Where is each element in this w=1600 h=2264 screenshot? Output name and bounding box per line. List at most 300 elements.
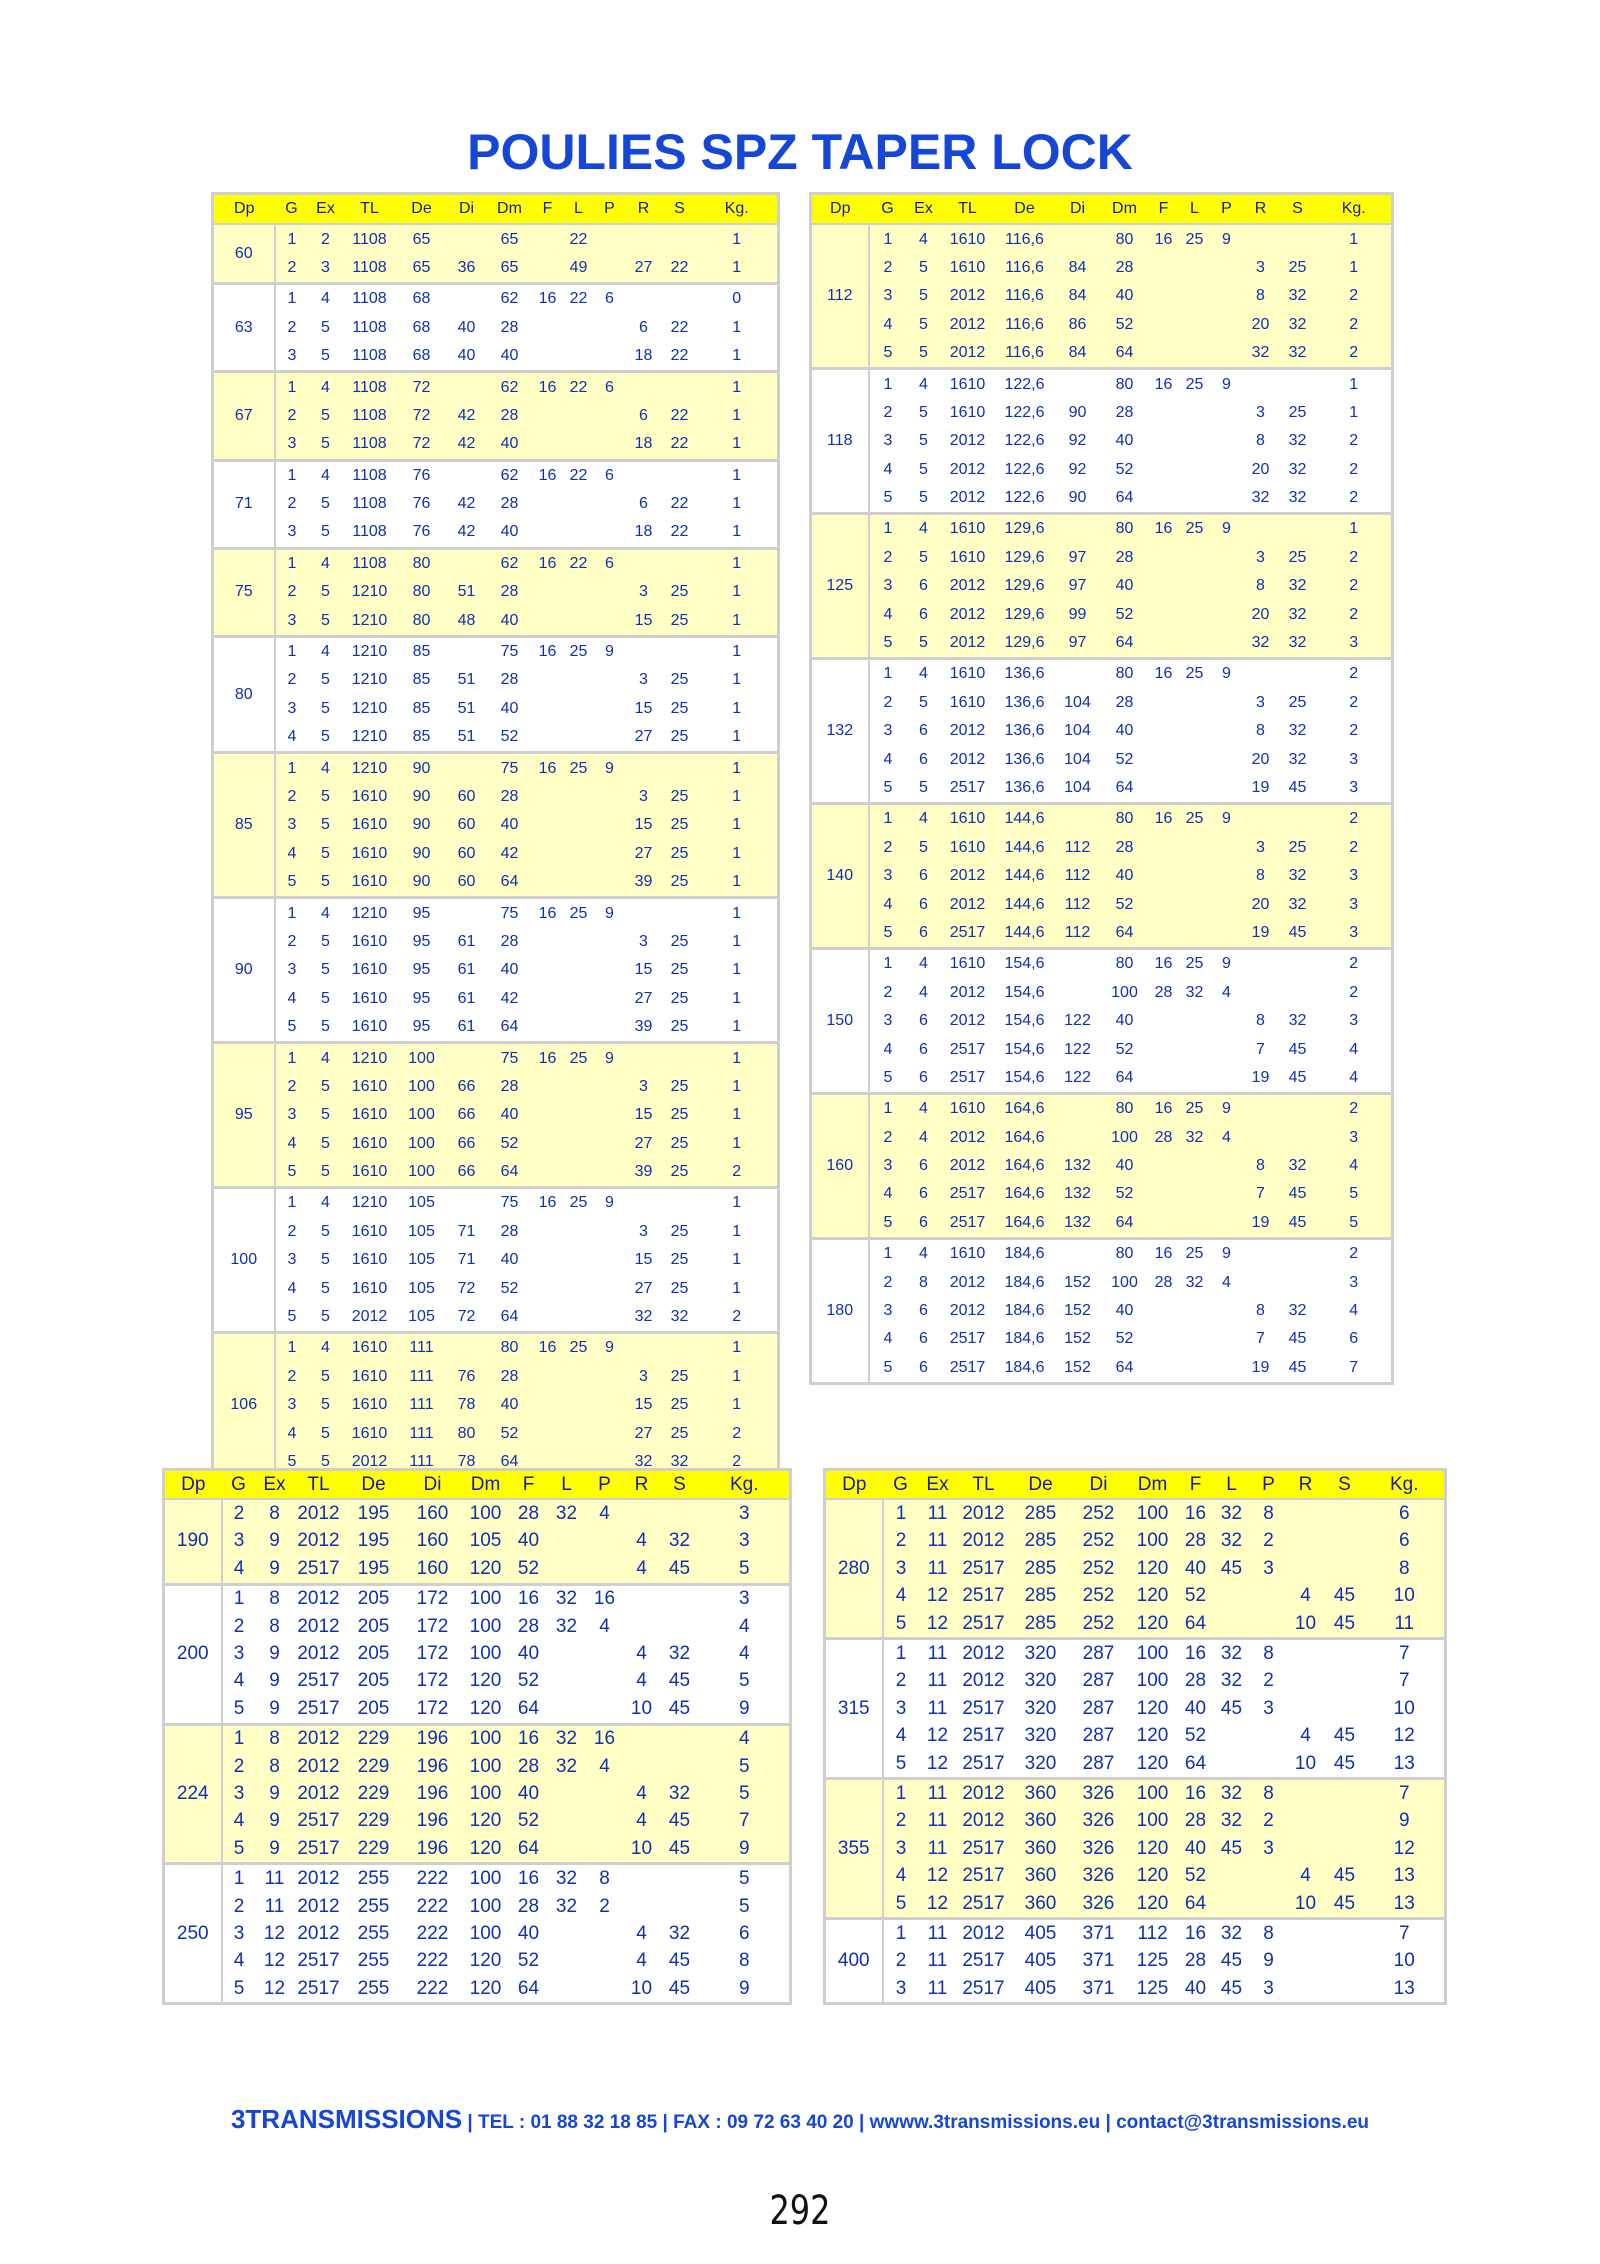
cell-r: 4 — [1287, 1723, 1325, 1750]
cell-l — [563, 666, 595, 694]
cell-f: 28 — [1179, 1668, 1213, 1695]
cell-ex: 5 — [309, 1246, 343, 1274]
cell-f: 52 — [510, 1555, 548, 1584]
cell-g: 5 — [275, 1013, 309, 1043]
cell-di: 42 — [447, 430, 487, 460]
cell-ex: 5 — [907, 311, 941, 339]
cell-kg: 6 — [700, 1920, 791, 1947]
cell-f: 16 — [533, 898, 563, 928]
cell-dm: 52 — [1101, 890, 1149, 918]
cell-dm: 80 — [487, 1333, 533, 1363]
cell-f: 28 — [1179, 1808, 1213, 1835]
cell-r: 3 — [1243, 689, 1279, 717]
cell-f: 16 — [533, 753, 563, 783]
cell-di: 222 — [404, 1920, 462, 1947]
cell-dm: 120 — [1127, 1583, 1179, 1610]
cell-kg: 1 — [697, 1130, 779, 1158]
cell-r: 19 — [1243, 1354, 1279, 1384]
cell-tl: 2012 — [957, 1499, 1011, 1527]
cell-s — [1325, 1975, 1365, 2004]
cell-l — [563, 956, 595, 984]
cell-r: 8 — [1243, 282, 1279, 310]
cell-di: 90 — [1055, 399, 1101, 427]
cell-dm: 100 — [1127, 1808, 1179, 1835]
cell-p — [595, 490, 625, 518]
cell-tl: 2517 — [957, 1975, 1011, 2004]
table-row — [811, 774, 1393, 804]
cell-g: 4 — [275, 840, 309, 868]
cell-ex: 4 — [907, 514, 941, 544]
cell-ex: 5 — [907, 456, 941, 484]
cell-p — [1211, 484, 1243, 514]
cell-s — [663, 1188, 697, 1218]
table-row — [164, 1584, 791, 1613]
cell-tl: 2517 — [941, 1209, 995, 1239]
table-row — [825, 1610, 1446, 1639]
cell-r: 4 — [624, 1808, 660, 1835]
cell-tl: 2012 — [957, 1779, 1011, 1808]
cell-ex: 12 — [256, 1975, 294, 2004]
cell-tl: 1610 — [941, 224, 995, 253]
cell-kg: 1 — [697, 224, 779, 253]
cell-r: 20 — [1243, 311, 1279, 339]
cell-f: 28 — [510, 1893, 548, 1920]
cell-kg: 9 — [700, 1695, 791, 1724]
cell-dm: 80 — [1101, 1094, 1149, 1124]
cell-de: 95 — [397, 956, 447, 984]
cell-s: 25 — [1279, 544, 1317, 572]
cell-l — [1213, 1862, 1251, 1889]
cell-tl: 2012 — [941, 427, 995, 455]
header-s: S — [1279, 194, 1317, 225]
cell-g: 2 — [869, 544, 907, 572]
cell-de: 129,6 — [995, 514, 1055, 544]
cell-l — [1179, 1035, 1211, 1063]
cell-r: 3 — [625, 578, 663, 606]
cell-kg: 12 — [1365, 1723, 1446, 1750]
cell-p — [1251, 1750, 1287, 1779]
cell-l — [563, 606, 595, 636]
cell-dm: 120 — [462, 1668, 510, 1695]
cell-di — [447, 753, 487, 783]
cell-ex: 6 — [907, 1180, 941, 1208]
cell-ex: 11 — [919, 1668, 957, 1695]
cell-g: 1 — [883, 1639, 919, 1668]
cell-dm: 100 — [462, 1640, 510, 1667]
cell-kg: 1 — [1317, 254, 1393, 282]
cell-g: 3 — [275, 1246, 309, 1274]
table-row — [164, 1499, 791, 1527]
table-row — [213, 1013, 779, 1043]
table-row — [811, 224, 1393, 253]
cell-kg: 2 — [1317, 572, 1393, 600]
cell-g: 4 — [222, 1808, 256, 1835]
cell-p — [595, 314, 625, 342]
cell-r: 8 — [1243, 1152, 1279, 1180]
cell-g: 2 — [275, 666, 309, 694]
cell-l: 32 — [1213, 1639, 1251, 1668]
cell-f — [533, 1130, 563, 1158]
cell-l: 49 — [563, 254, 595, 284]
pitch-diameter-cell: 112 — [811, 224, 869, 368]
table-row — [213, 985, 779, 1013]
cell-ex: 5 — [309, 723, 343, 753]
cell-l — [563, 868, 595, 898]
pitch-diameter-cell: 140 — [811, 804, 869, 949]
cell-f — [1149, 572, 1179, 600]
cell-kg: 1 — [697, 1073, 779, 1101]
cell-dm: 62 — [487, 284, 533, 314]
cell-de: 76 — [397, 460, 447, 490]
cell-l: 45 — [1213, 1975, 1251, 2004]
cell-s: 25 — [663, 695, 697, 723]
cell-de: 285 — [1011, 1528, 1071, 1555]
cell-de: 184,6 — [995, 1325, 1055, 1353]
cell-p — [595, 1274, 625, 1302]
cell-g: 1 — [869, 659, 907, 689]
cell-g: 3 — [883, 1555, 919, 1582]
cell-ex: 12 — [919, 1890, 957, 1919]
cell-tl: 1610 — [941, 1239, 995, 1269]
header-r: R — [625, 194, 663, 225]
cell-ex: 6 — [907, 1354, 941, 1384]
cell-s: 32 — [1279, 282, 1317, 310]
header-dp: Dp — [825, 1470, 883, 1500]
cell-tl: 1610 — [941, 659, 995, 689]
cell-s: 32 — [1279, 311, 1317, 339]
cell-tl: 1610 — [343, 1419, 397, 1447]
cell-p: 6 — [595, 372, 625, 402]
cell-p — [595, 985, 625, 1013]
cell-tl: 2517 — [294, 1948, 344, 1975]
cell-kg: 9 — [700, 1975, 791, 2004]
cell-r: 3 — [625, 1073, 663, 1101]
cell-de: 95 — [397, 898, 447, 928]
cell-f: 40 — [510, 1528, 548, 1555]
cell-de: 320 — [1011, 1723, 1071, 1750]
cell-kg: 1 — [697, 1101, 779, 1129]
cell-kg: 4 — [700, 1724, 791, 1753]
cell-ex: 5 — [907, 484, 941, 514]
cell-ex: 12 — [919, 1723, 957, 1750]
header-tl: TL — [941, 194, 995, 225]
cell-di: 252 — [1071, 1528, 1127, 1555]
cell-f — [533, 1363, 563, 1391]
cell-ex: 5 — [309, 1274, 343, 1302]
cell-ex: 8 — [256, 1584, 294, 1613]
cell-g: 3 — [275, 811, 309, 839]
cell-l — [563, 1158, 595, 1188]
header-di: Di — [447, 194, 487, 225]
cell-s: 32 — [663, 1448, 697, 1478]
cell-kg: 1 — [697, 956, 779, 984]
header-ex: Ex — [256, 1470, 294, 1500]
cell-l — [1179, 745, 1211, 773]
cell-l — [563, 1419, 595, 1447]
table-row — [811, 804, 1393, 834]
cell-dm: 40 — [487, 695, 533, 723]
cell-r: 3 — [1243, 834, 1279, 862]
cell-dm: 52 — [1101, 1035, 1149, 1063]
cell-p — [1211, 254, 1243, 282]
cell-s — [663, 224, 697, 253]
cell-f: 64 — [1179, 1890, 1213, 1919]
cell-r — [624, 1499, 660, 1527]
cell-dm: 100 — [462, 1613, 510, 1640]
cell-r — [1243, 369, 1279, 399]
cell-l: 45 — [1213, 1948, 1251, 1975]
cell-kg: 1 — [697, 314, 779, 342]
cell-r: 32 — [1243, 339, 1279, 369]
table-row — [811, 484, 1393, 514]
cell-ex: 4 — [309, 372, 343, 402]
cell-tl: 1108 — [343, 430, 397, 460]
cell-l — [563, 723, 595, 753]
cell-ex: 5 — [907, 774, 941, 804]
cell-kg: 7 — [1365, 1779, 1446, 1808]
cell-g: 1 — [275, 1188, 309, 1218]
cell-r: 3 — [1243, 399, 1279, 427]
cell-r: 27 — [625, 840, 663, 868]
cell-f — [533, 518, 563, 548]
header-f: F — [1179, 1470, 1213, 1500]
cell-g: 5 — [869, 1209, 907, 1239]
cell-p — [595, 1391, 625, 1419]
cell-f: 16 — [1179, 1639, 1213, 1668]
cell-r — [1243, 1239, 1279, 1269]
cell-g: 2 — [275, 928, 309, 956]
cell-s: 32 — [663, 1303, 697, 1333]
cell-di — [447, 224, 487, 253]
cell-tl: 1210 — [343, 606, 397, 636]
cell-kg: 2 — [1317, 484, 1393, 514]
cell-l — [1213, 1723, 1251, 1750]
cell-tl: 2517 — [957, 1723, 1011, 1750]
cell-r — [1287, 1975, 1325, 2004]
cell-tl: 2012 — [941, 745, 995, 773]
cell-p — [595, 1158, 625, 1188]
cell-tl: 2517 — [957, 1750, 1011, 1779]
cell-dm: 120 — [1127, 1723, 1179, 1750]
separator: | — [662, 2112, 668, 2133]
cell-ex: 11 — [919, 1528, 957, 1555]
cell-ex: 11 — [919, 1808, 957, 1835]
cell-p — [1211, 1035, 1243, 1063]
cell-ex: 5 — [907, 544, 941, 572]
header-kg: Kg. — [1317, 194, 1393, 225]
cell-p: 6 — [595, 548, 625, 578]
cell-g: 2 — [275, 254, 309, 284]
table-row — [811, 399, 1393, 427]
cell-p: 6 — [595, 460, 625, 490]
cell-ex: 9 — [256, 1668, 294, 1695]
cell-g: 5 — [869, 1064, 907, 1094]
cell-tl: 1610 — [343, 840, 397, 868]
cell-r: 7 — [1243, 1180, 1279, 1208]
cell-r — [1287, 1499, 1325, 1527]
cell-g: 3 — [275, 342, 309, 372]
cell-r: 10 — [1287, 1750, 1325, 1779]
cell-r — [624, 1584, 660, 1613]
cell-p — [595, 666, 625, 694]
cell-l: 32 — [548, 1864, 586, 1893]
cell-dm: 40 — [487, 606, 533, 636]
cell-tl: 1610 — [343, 1391, 397, 1419]
cell-dm: 80 — [1101, 224, 1149, 253]
cell-g: 5 — [883, 1750, 919, 1779]
cell-kg: 2 — [1317, 1094, 1393, 1124]
cell-p: 9 — [1211, 514, 1243, 544]
cell-de: 154,6 — [995, 1064, 1055, 1094]
cell-di — [1055, 949, 1101, 979]
cell-di: 196 — [404, 1780, 462, 1807]
page-title: POULIES SPZ TAPER LOCK — [467, 124, 1133, 180]
cell-g: 1 — [869, 804, 907, 834]
cell-kg: 2 — [1317, 544, 1393, 572]
cell-p — [595, 840, 625, 868]
cell-de: 116,6 — [995, 311, 1055, 339]
pitch-diameter-cell: 67 — [213, 372, 275, 460]
cell-dm: 28 — [1101, 689, 1149, 717]
cell-g: 2 — [869, 1124, 907, 1152]
cell-p — [1211, 1297, 1243, 1325]
cell-p — [1211, 1209, 1243, 1239]
header-r: R — [1287, 1470, 1325, 1500]
cell-p: 9 — [1211, 369, 1243, 399]
cell-di — [1055, 514, 1101, 544]
website-link[interactable]: wwww.3transmissions.eu — [869, 2112, 1101, 2133]
cell-di — [447, 898, 487, 928]
cell-ex: 5 — [309, 490, 343, 518]
cell-kg: 3 — [1317, 629, 1393, 659]
cell-f: 28 — [1149, 979, 1179, 1007]
cell-kg: 3 — [1317, 1268, 1393, 1296]
cell-tl: 2012 — [941, 717, 995, 745]
cell-tl: 1210 — [343, 578, 397, 606]
cell-g: 1 — [869, 1239, 907, 1269]
cell-l — [563, 1218, 595, 1246]
cell-de: 72 — [397, 430, 447, 460]
cell-p: 2 — [1251, 1528, 1287, 1555]
cell-di: 61 — [447, 1013, 487, 1043]
table-row — [811, 369, 1393, 399]
cell-ex: 5 — [309, 1419, 343, 1447]
cell-de: 85 — [397, 666, 447, 694]
cell-di — [1055, 369, 1101, 399]
cell-tl: 2012 — [941, 1268, 995, 1296]
cell-tl: 2012 — [941, 484, 995, 514]
table-row — [164, 1808, 791, 1835]
cell-f — [533, 868, 563, 898]
cell-p: 16 — [586, 1584, 624, 1613]
table-row — [811, 600, 1393, 628]
cell-l — [548, 1668, 586, 1695]
cell-kg: 3 — [1317, 890, 1393, 918]
cell-dm: 120 — [462, 1808, 510, 1835]
cell-f — [1149, 1297, 1179, 1325]
cell-s — [663, 1043, 697, 1073]
cell-r — [624, 1724, 660, 1753]
cell-g: 1 — [275, 1333, 309, 1363]
cell-l — [548, 1920, 586, 1947]
cell-de: 205 — [344, 1640, 404, 1667]
cell-g: 1 — [275, 224, 309, 253]
cell-de: 90 — [397, 840, 447, 868]
cell-de: 184,6 — [995, 1354, 1055, 1384]
cell-s: 25 — [663, 956, 697, 984]
cell-g: 3 — [275, 1101, 309, 1129]
cell-de: 122,6 — [995, 399, 1055, 427]
cell-ex: 11 — [919, 1975, 957, 2004]
cell-de: 85 — [397, 695, 447, 723]
cell-g: 4 — [275, 1274, 309, 1302]
cell-di: 51 — [447, 695, 487, 723]
cell-di — [1055, 804, 1101, 834]
cell-g: 3 — [869, 1152, 907, 1180]
cell-kg: 1 — [697, 840, 779, 868]
cell-s: 45 — [1279, 1035, 1317, 1063]
cell-r — [1243, 1268, 1279, 1296]
cell-l — [1179, 484, 1211, 514]
table-row — [164, 1528, 791, 1555]
cell-s: 45 — [660, 1975, 700, 2004]
cell-g: 2 — [275, 783, 309, 811]
cell-dm: 100 — [1127, 1639, 1179, 1668]
cell-r — [1243, 659, 1279, 689]
cell-tl: 2012 — [294, 1780, 344, 1807]
table-row — [811, 979, 1393, 1007]
cell-di: 97 — [1055, 629, 1101, 659]
cell-kg: 4 — [700, 1613, 791, 1640]
cell-di: 61 — [447, 985, 487, 1013]
table-row — [213, 402, 779, 430]
pitch-diameter-cell: 118 — [811, 369, 869, 514]
pitch-diameter-cell: 150 — [811, 949, 869, 1094]
cell-ex: 4 — [309, 284, 343, 314]
cell-de: 136,6 — [995, 689, 1055, 717]
cell-de: 405 — [1011, 1975, 1071, 2004]
cell-p: 3 — [1251, 1835, 1287, 1862]
cell-p — [595, 1419, 625, 1447]
cell-p — [586, 1528, 624, 1555]
cell-kg: 2 — [1317, 979, 1393, 1007]
cell-p: 8 — [1251, 1779, 1287, 1808]
cell-g: 5 — [869, 774, 907, 804]
table-row — [811, 572, 1393, 600]
cell-di: 72 — [447, 1274, 487, 1302]
table-row — [811, 339, 1393, 369]
cell-de: 164,6 — [995, 1094, 1055, 1124]
cell-f — [1149, 254, 1179, 282]
table-row — [213, 224, 779, 253]
table-row — [825, 1975, 1446, 2004]
cell-ex: 6 — [907, 572, 941, 600]
cell-f: 64 — [1179, 1610, 1213, 1639]
cell-f — [533, 490, 563, 518]
table-row — [213, 636, 779, 666]
cell-kg: 1 — [697, 985, 779, 1013]
cell-kg: 1 — [697, 723, 779, 753]
cell-f: 16 — [533, 1043, 563, 1073]
cell-tl: 1210 — [343, 666, 397, 694]
cell-p — [1211, 774, 1243, 804]
cell-s: 32 — [1279, 427, 1317, 455]
contact-footer — [0, 2104, 1600, 2135]
cell-de: 105 — [397, 1303, 447, 1333]
cell-tl: 1210 — [343, 898, 397, 928]
cell-p: 9 — [1211, 1239, 1243, 1269]
email-link[interactable]: contact@3transmissions.eu — [1116, 2112, 1370, 2133]
